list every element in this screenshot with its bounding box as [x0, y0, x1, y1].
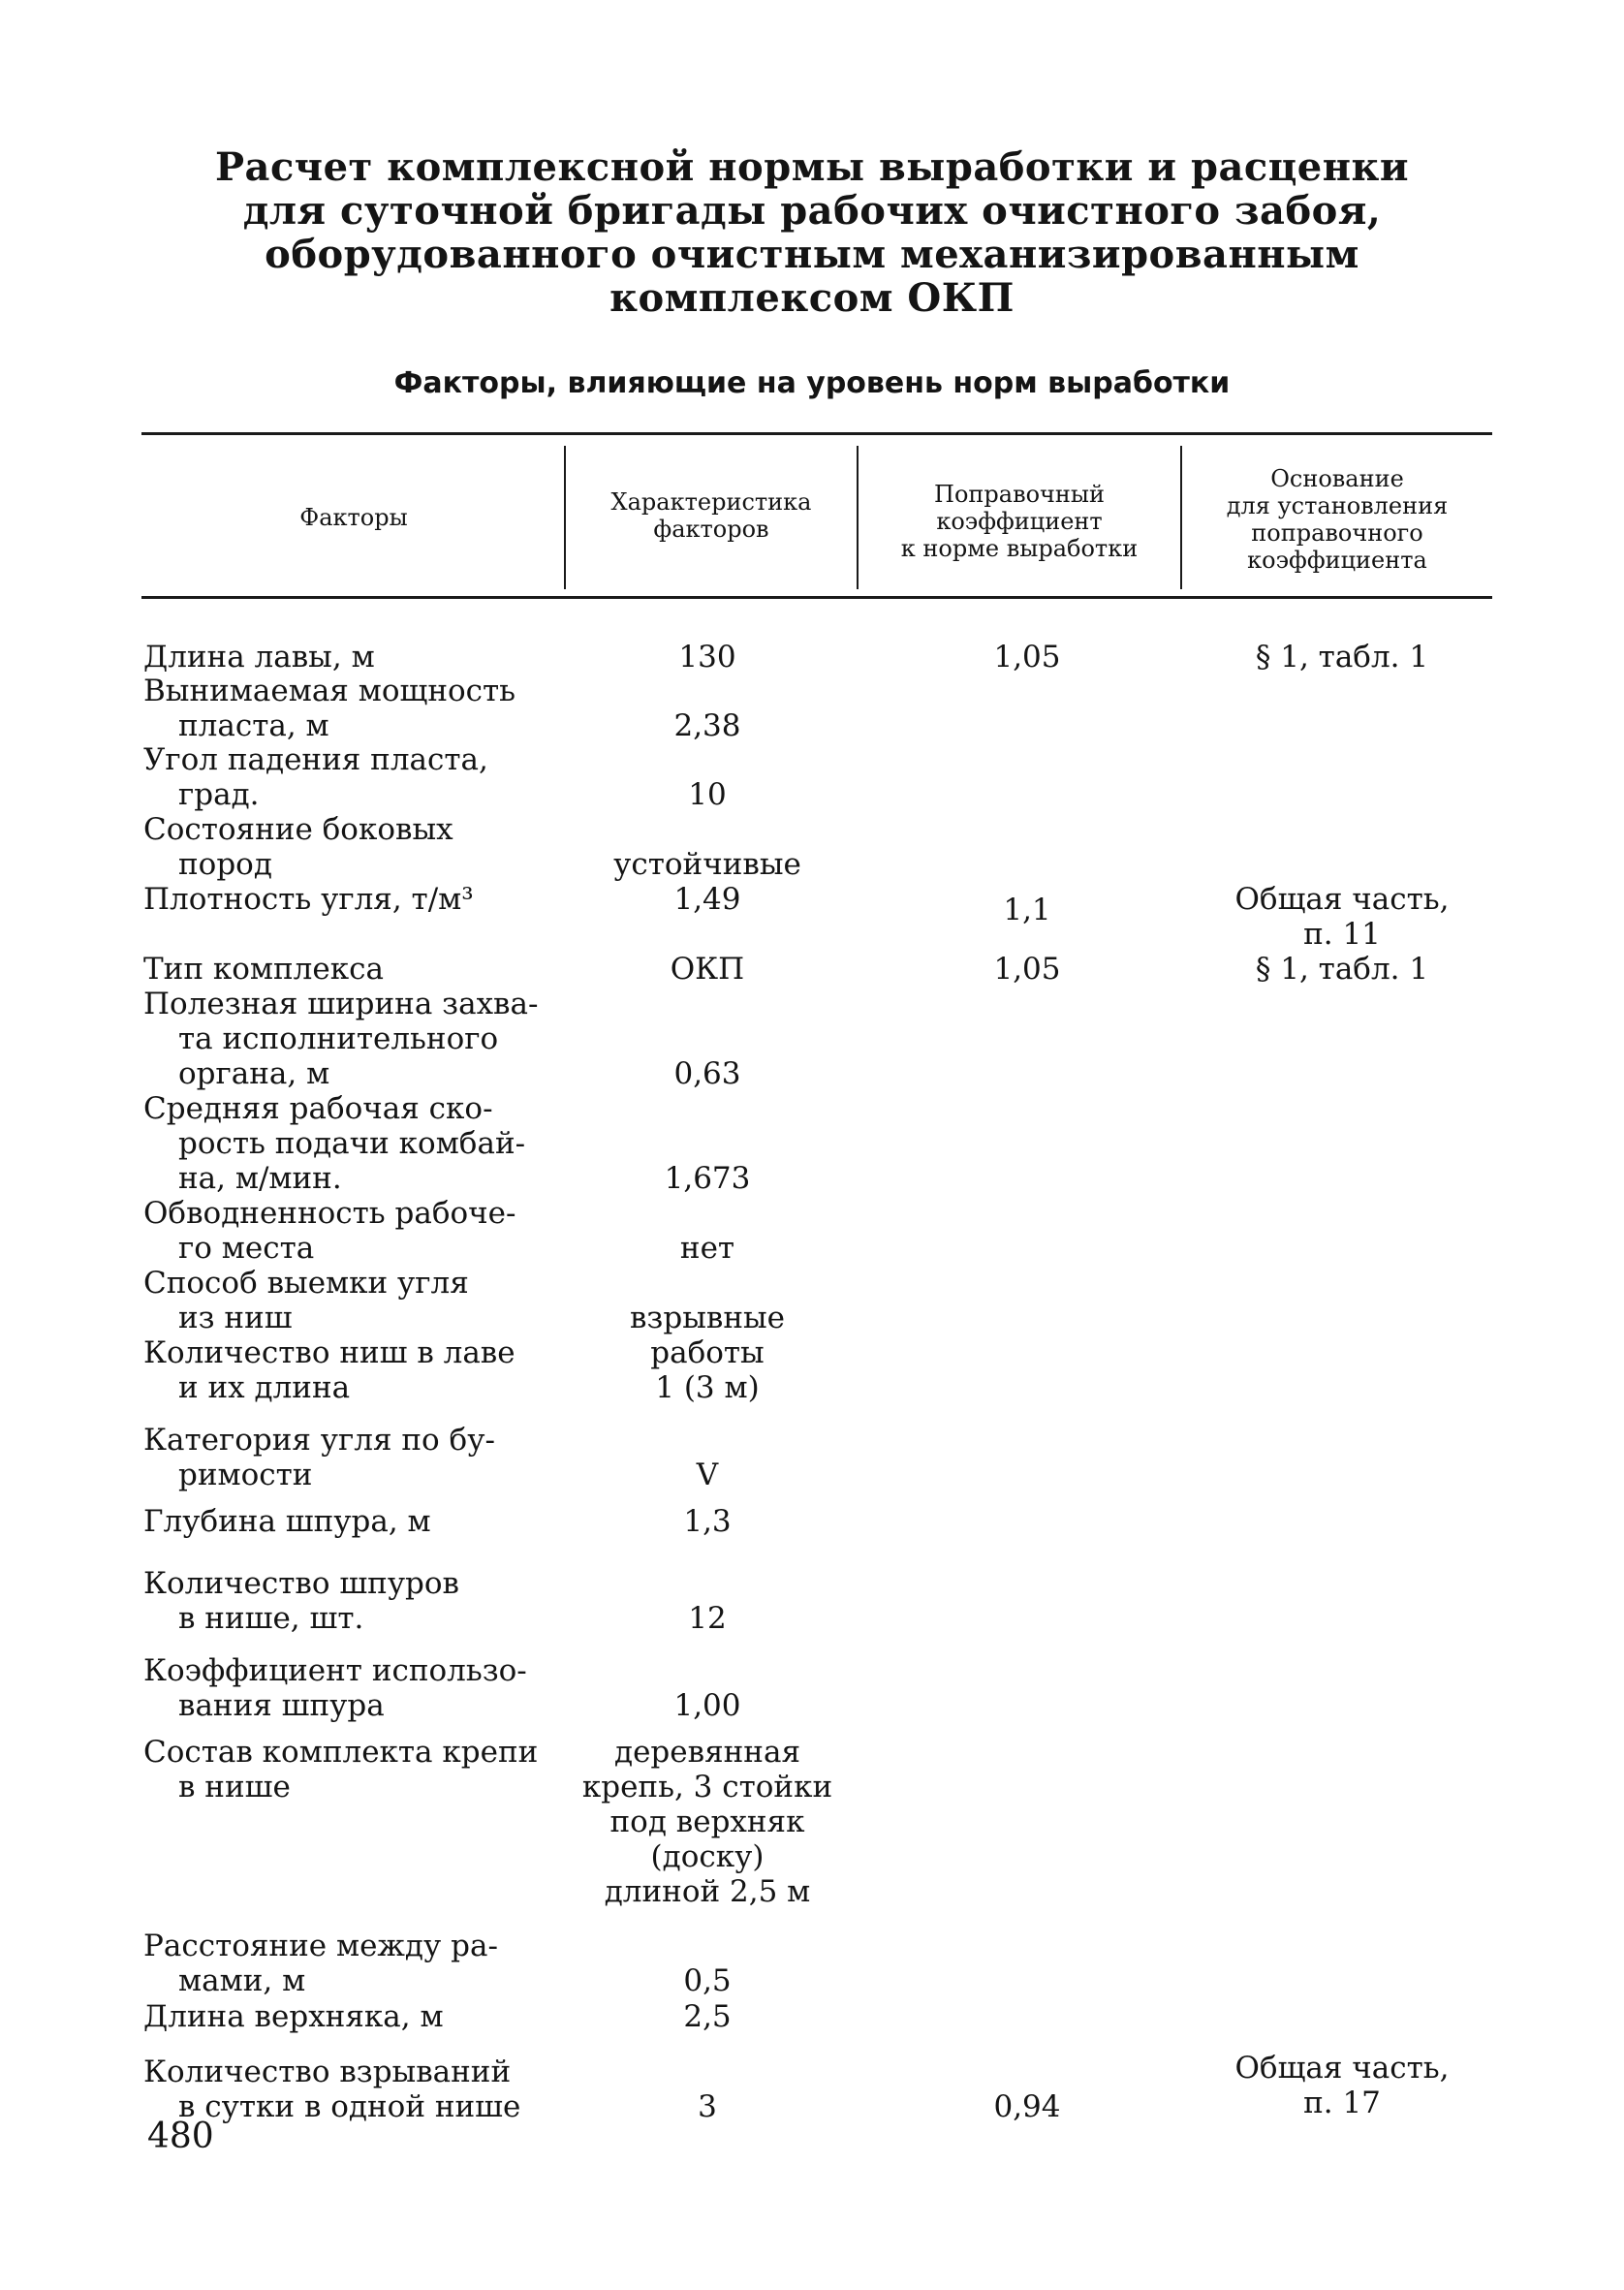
- factor-line: Угол падения пласта,: [143, 742, 488, 777]
- factor-line: вания шпура: [178, 1688, 385, 1723]
- factor-line: органа, м: [178, 1056, 330, 1091]
- factor-line: на, м/мин.: [178, 1161, 342, 1196]
- characteristic-line: 1 (3 м): [655, 1370, 760, 1405]
- factor-line: Коэффициент использо-: [143, 1653, 527, 1688]
- characteristic-cell: [562, 1301, 853, 1370]
- characteristic-cell: [562, 1688, 853, 1723]
- characteristic-line: нет: [679, 1231, 735, 1266]
- coefficient-cell: 1,1: [1003, 892, 1051, 927]
- characteristic-cell: [562, 640, 853, 674]
- factor-line: Количество ниш в лаве: [143, 1335, 515, 1370]
- coefficient-cell: 0,94: [993, 2089, 1061, 2124]
- characteristic-line: 1,3: [683, 1504, 732, 1539]
- header-label: Характеристика: [610, 488, 812, 516]
- characteristic-line: 2,38: [673, 708, 741, 743]
- characteristic-line: деревянная: [614, 1735, 800, 1770]
- factor-line: го места: [178, 1231, 315, 1266]
- factor-line: Тип комплекса: [143, 952, 384, 987]
- factor-line: Состояние боковых: [143, 812, 453, 847]
- factor-cell: [143, 1423, 579, 1492]
- characteristic-cell: [562, 1056, 853, 1091]
- factor-line: пласта, м: [178, 708, 329, 743]
- header-label: для установления: [1226, 492, 1449, 519]
- factor-line: римости: [178, 1458, 313, 1492]
- characteristic-cell: [562, 847, 853, 882]
- basis-cell: [1187, 882, 1497, 952]
- factor-line: Количество взрываний: [143, 2055, 512, 2089]
- factor-line: Полезная ширина захва-: [143, 987, 539, 1021]
- characteristic-line: 0,63: [673, 1056, 741, 1091]
- factor-line: та исполнительного: [178, 1021, 499, 1056]
- factor-line: Плотность угля, т/м³: [143, 882, 474, 917]
- page-number: 480: [147, 2117, 214, 2156]
- factor-cell: [143, 1266, 579, 1335]
- factor-line: рость подачи комбай-: [178, 1126, 526, 1161]
- coefficient-cell: 1,05: [993, 952, 1061, 987]
- basis-cell: [1187, 2051, 1497, 2120]
- factor-line: Длина верхняка, м: [143, 1999, 444, 2034]
- title-line: оборудованного очистным механизированным: [265, 232, 1359, 277]
- characteristic-line: устойчивые: [613, 847, 801, 882]
- factor-cell: [143, 987, 579, 1091]
- header-label: к норме выработки: [900, 535, 1139, 562]
- factor-cell: [143, 2055, 579, 2124]
- table-top-rule: [141, 432, 1492, 435]
- factor-cell: [143, 1735, 579, 1804]
- factor-line: в сутки в одной нише: [178, 2089, 521, 2124]
- header-factors: [143, 504, 564, 531]
- characteristic-line: 2,5: [683, 1999, 732, 2034]
- factor-line: Глубина шпура, м: [143, 1504, 431, 1539]
- characteristic-line: крепь, 3 стойки: [581, 1770, 833, 1804]
- factor-cell: [143, 882, 579, 917]
- characteristic-cell: [562, 882, 853, 917]
- characteristic-cell: [562, 1231, 853, 1266]
- coefficient-cell: 1,05: [993, 640, 1061, 674]
- basis-line: п. 11: [1303, 917, 1381, 952]
- factor-line: Вынимаемая мощность: [143, 674, 516, 708]
- factor-line: град.: [178, 777, 260, 812]
- characteristic-line: 10: [688, 777, 727, 812]
- header-label: факторов: [653, 516, 769, 543]
- characteristic-line: V: [696, 1458, 719, 1492]
- header-label: коэффициента: [1247, 547, 1427, 574]
- basis-line: § 1, табл. 1: [1255, 640, 1429, 674]
- title-line: Расчет комплексной нормы выработки и расценки: [214, 144, 1410, 190]
- basis-line: § 1, табл. 1: [1255, 952, 1429, 987]
- characteristic-cell: [562, 1963, 853, 1998]
- header-label: Поправочный: [934, 481, 1105, 508]
- title-line: комплексом ОКП: [609, 275, 1015, 321]
- characteristic-line: 12: [688, 1601, 727, 1636]
- characteristic-cell: [562, 1370, 853, 1405]
- factor-line: Категория угля по бу-: [143, 1423, 495, 1458]
- characteristic-line: 1,49: [673, 882, 741, 917]
- characteristic-cell: [562, 1601, 853, 1636]
- characteristic-line: (доску): [650, 1839, 765, 1874]
- characteristic-line: 1,00: [673, 1688, 741, 1723]
- characteristic-line: взрывные: [629, 1301, 785, 1335]
- factor-line: из ниш: [178, 1301, 293, 1335]
- characteristic-line: работы: [650, 1335, 765, 1370]
- basis-line: п. 17: [1303, 2086, 1381, 2121]
- characteristic-cell: [562, 952, 853, 987]
- factor-line: Состав комплекта крепи: [143, 1735, 539, 1770]
- basis-cell: [1187, 640, 1497, 674]
- characteristic-cell: [562, 1504, 853, 1539]
- table-caption: Факторы, влияющие на уровень норм выработки: [393, 366, 1231, 400]
- factor-line: мами, м: [178, 1963, 306, 1998]
- factor-cell: [143, 1196, 579, 1266]
- characteristic-line: ОКП: [670, 952, 745, 987]
- factor-cell: [143, 640, 579, 674]
- characteristic-line: 130: [678, 640, 736, 674]
- factor-line: Длина лавы, м: [143, 640, 375, 674]
- factor-cell: [143, 1504, 579, 1539]
- factor-line: и их длина: [178, 1370, 351, 1405]
- header-label: Факторы: [299, 504, 408, 531]
- factor-line: Средняя рабочая ско-: [143, 1091, 493, 1126]
- characteristic-cell: [562, 1999, 853, 2034]
- table-header-bottom-rule: [141, 596, 1492, 599]
- factor-cell: [143, 1929, 579, 1998]
- characteristic-line: 0,5: [683, 1963, 732, 1998]
- characteristic-cell: [562, 708, 853, 743]
- header-coefficient: [859, 481, 1180, 562]
- characteristic-line: 3: [698, 2089, 717, 2124]
- factor-line: пород: [178, 847, 272, 882]
- factor-line: Количество шпуров: [143, 1566, 460, 1601]
- basis-line: Общая часть,: [1234, 882, 1450, 917]
- factor-cell: [143, 1091, 579, 1196]
- title-line: для суточной бригады рабочих очистного забоя,: [242, 188, 1382, 234]
- basis-cell: [1187, 952, 1497, 987]
- characteristic-line: под верхняк: [609, 1804, 805, 1839]
- factor-line: в нише, шт.: [178, 1601, 364, 1636]
- factor-line: Способ выемки угля: [143, 1266, 469, 1301]
- header-label: коэффициент: [936, 508, 1103, 535]
- factor-cell: [143, 952, 579, 987]
- factor-cell: [143, 674, 579, 743]
- header-label: поправочного: [1251, 519, 1423, 547]
- characteristic-line: длиной 2,5 м: [604, 1874, 811, 1909]
- factor-line: в нише: [178, 1770, 291, 1804]
- characteristic-cell: [562, 777, 853, 812]
- factor-cell: [143, 812, 579, 882]
- factor-cell: [143, 742, 579, 812]
- characteristic-cell: [562, 1735, 853, 1909]
- characteristic-cell: [562, 2089, 853, 2124]
- basis-line: Общая часть,: [1234, 2051, 1450, 2086]
- factor-line: Обводненность рабоче-: [143, 1196, 516, 1231]
- header-characteristic: [566, 488, 857, 543]
- factor-line: Расстояние между ра-: [143, 1929, 498, 1963]
- header-label: Основание: [1270, 465, 1404, 492]
- characteristic-line: 1,673: [664, 1161, 751, 1196]
- characteristic-cell: [562, 1161, 853, 1196]
- factor-cell: [143, 1999, 579, 2034]
- page-title: [0, 145, 1624, 320]
- characteristic-cell: [562, 1458, 853, 1492]
- factor-cell: [143, 1335, 579, 1405]
- factor-cell: [143, 1566, 579, 1636]
- header-basis: [1182, 465, 1492, 574]
- factor-cell: [143, 1653, 579, 1723]
